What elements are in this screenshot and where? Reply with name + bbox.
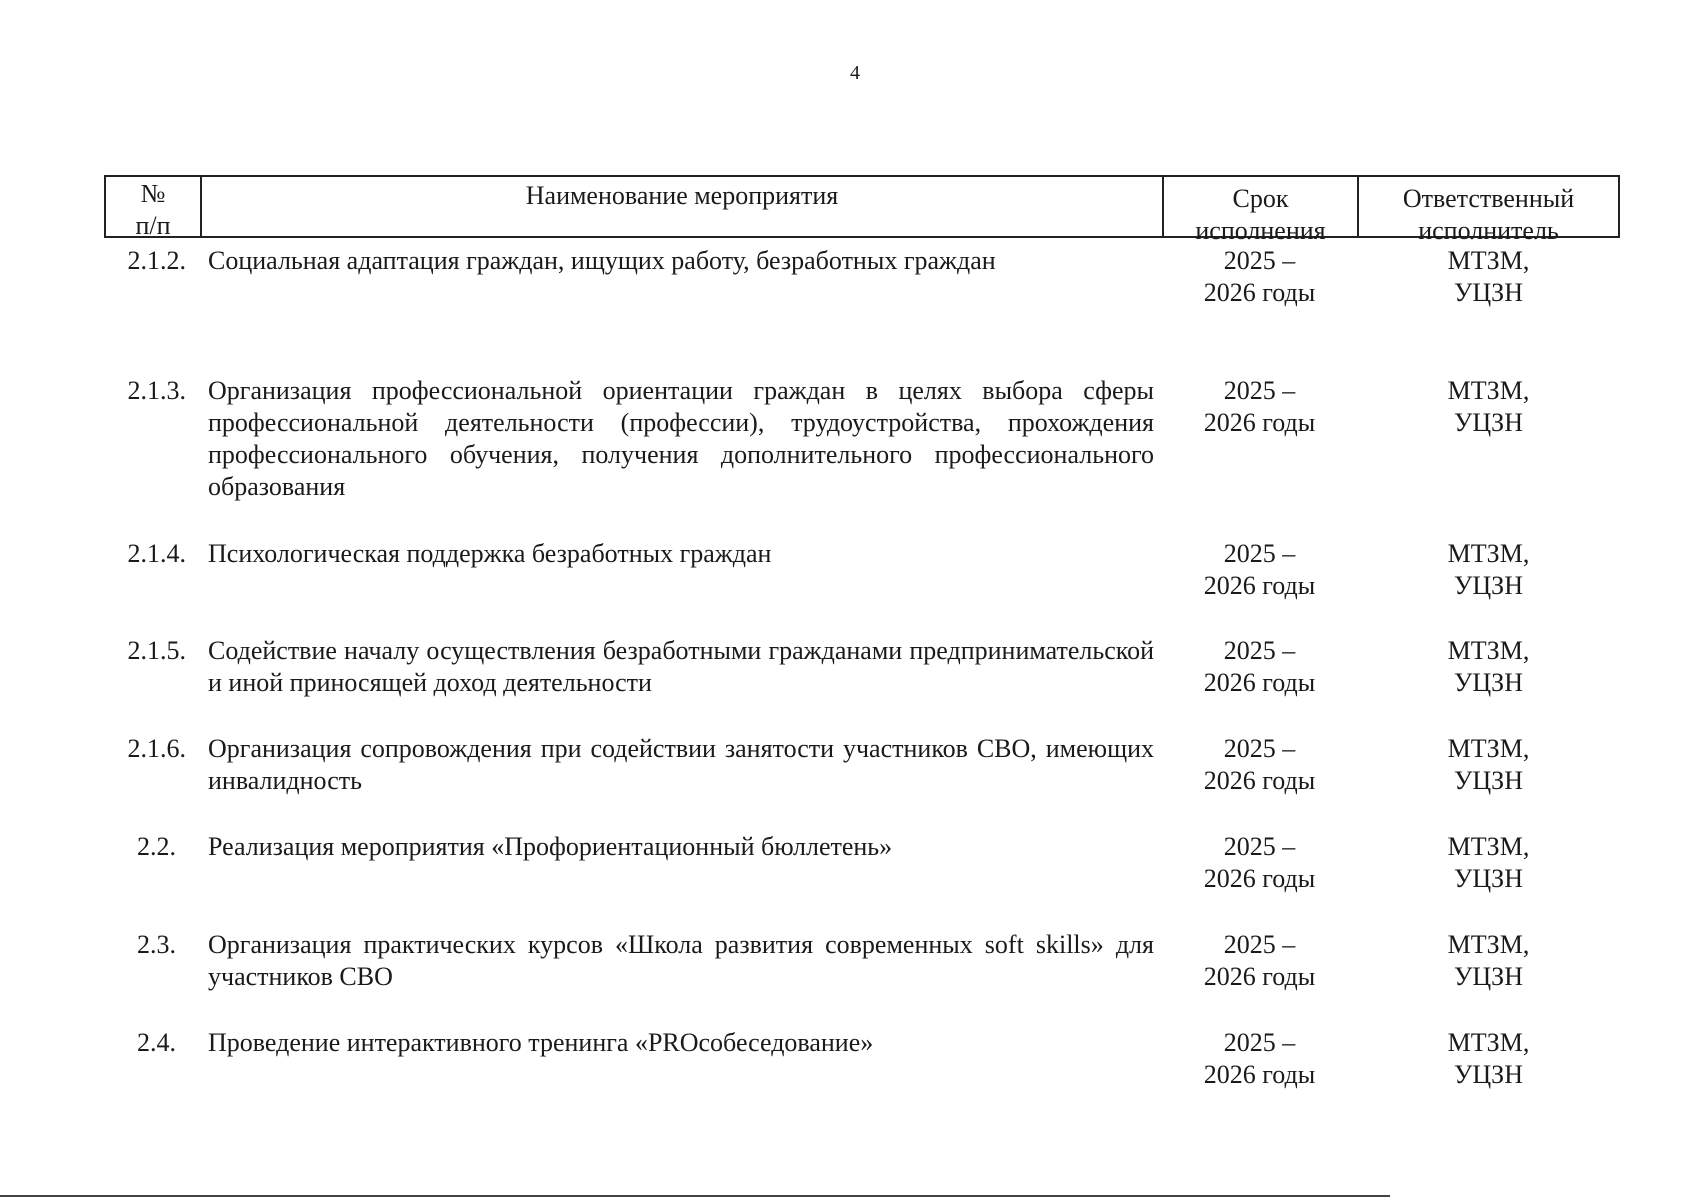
header-term: [1164, 177, 1359, 245]
row-number: 2.1.3.: [127, 376, 186, 405]
row-term: [1162, 929, 1357, 993]
row-term: [1162, 375, 1357, 503]
page-number: 4: [850, 62, 860, 84]
row-term: [1162, 733, 1357, 797]
row-term-line-1: 2025 –: [1223, 734, 1296, 763]
row-name: Содействие началу осуществления безработными гражданами предпринимательской и иной приносящей доход деятельности: [208, 636, 1154, 697]
row-term: [1162, 831, 1357, 895]
row-responsible: [1357, 245, 1620, 309]
row-responsible-line-2: УЦЗН: [1454, 962, 1523, 991]
row-term-line-1: 2025 –: [1223, 376, 1296, 405]
row-responsible-line-1: МТЗМ,: [1447, 539, 1530, 568]
header-num-line-1: №: [140, 179, 166, 208]
table-row: [104, 635, 1620, 699]
row-responsible-line-2: УЦЗН: [1454, 571, 1523, 600]
table-row: [104, 1027, 1620, 1091]
row-name: Организация практических курсов «Школа развития современных soft skills» для участников СВО: [208, 930, 1154, 991]
row-term-line-2: 2026 годы: [1203, 864, 1316, 893]
header-term-line-1: Срок: [1232, 184, 1289, 213]
row-responsible: [1357, 375, 1620, 503]
row-responsible-line-2: УЦЗН: [1454, 766, 1523, 795]
table-row: [104, 831, 1620, 895]
row-term-line-2: 2026 годы: [1203, 571, 1316, 600]
row-term-line-1: 2025 –: [1223, 1028, 1296, 1057]
row-responsible-line-1: МТЗМ,: [1447, 1028, 1530, 1057]
header-name: Наименование мероприятия: [202, 177, 1164, 236]
row-term-line-1: 2025 –: [1223, 539, 1296, 568]
header-num: [106, 177, 202, 240]
row-responsible: [1357, 1027, 1620, 1091]
table-row: [104, 538, 1620, 602]
row-responsible-line-2: УЦЗН: [1454, 864, 1523, 893]
row-name: Психологическая поддержка безработных граждан: [208, 539, 772, 568]
row-term-line-2: 2026 годы: [1203, 408, 1316, 437]
header-responsible-line-2: исполнитель: [1418, 216, 1559, 245]
row-number: 2.4.: [137, 1028, 176, 1057]
row-responsible: [1357, 733, 1620, 797]
row-responsible: [1357, 538, 1620, 602]
row-term-line-1: 2025 –: [1223, 246, 1296, 275]
row-responsible-line-1: МТЗМ,: [1447, 930, 1530, 959]
table-row: [104, 929, 1620, 993]
table-row: [104, 245, 1620, 309]
row-name: Организация сопровождения при содействии занятости участников СВО, имеющих инвалидность: [208, 734, 1154, 795]
row-number: 2.3.: [137, 930, 176, 959]
row-responsible-line-2: УЦЗН: [1454, 408, 1523, 437]
row-term-line-2: 2026 годы: [1203, 1060, 1316, 1089]
row-term: [1162, 245, 1357, 309]
table-row: [104, 375, 1620, 503]
row-term: [1162, 1027, 1357, 1091]
row-term-line-2: 2026 годы: [1203, 766, 1316, 795]
row-responsible: [1357, 635, 1620, 699]
table-row: [104, 733, 1620, 797]
row-responsible-line-1: МТЗМ,: [1447, 832, 1530, 861]
row-number: 2.1.4.: [127, 539, 186, 568]
row-number: 2.1.6.: [127, 734, 186, 763]
row-term: [1162, 635, 1357, 699]
row-number: 2.2.: [137, 832, 176, 861]
header-responsible-line-1: Ответственный: [1402, 184, 1575, 213]
row-name: Проведение интерактивного тренинга «PROсобеседование»: [208, 1028, 874, 1057]
row-number: 2.1.2.: [127, 246, 186, 275]
row-term-line-2: 2026 годы: [1203, 668, 1316, 697]
row-responsible-line-2: УЦЗН: [1454, 668, 1523, 697]
header-num-line-2: п/п: [135, 211, 171, 240]
row-responsible-line-1: МТЗМ,: [1447, 734, 1530, 763]
row-responsible-line-1: МТЗМ,: [1447, 246, 1530, 275]
row-number: 2.1.5.: [127, 636, 186, 665]
row-term-line-1: 2025 –: [1223, 930, 1296, 959]
row-term-line-2: 2026 годы: [1203, 962, 1316, 991]
row-responsible: [1357, 831, 1620, 895]
row-term: [1162, 538, 1357, 602]
row-responsible-line-1: МТЗМ,: [1447, 636, 1530, 665]
row-responsible-line-2: УЦЗН: [1454, 278, 1523, 307]
row-responsible-line-2: УЦЗН: [1454, 1060, 1523, 1089]
header-term-line-2: исполнения: [1195, 216, 1326, 245]
row-name: Организация профессиональной ориентации граждан в целях выбора сферы профессиональной деятельности (профессии), трудоустройства, прохождения профессионального обучения, получения дополнительного профессионального образования: [208, 376, 1154, 501]
row-responsible-line-1: МТЗМ,: [1447, 376, 1530, 405]
row-name: Социальная адаптация граждан, ищущих работу, безработных граждан: [208, 246, 996, 275]
row-term-line-1: 2025 –: [1223, 636, 1296, 665]
row-name: Реализация мероприятия «Профориентационный бюллетень»: [208, 832, 893, 861]
header-responsible: [1359, 177, 1618, 245]
row-term-line-2: 2026 годы: [1203, 278, 1316, 307]
bottom-rule: [0, 1195, 1390, 1197]
table-header: [104, 175, 1620, 245]
row-term-line-1: 2025 –: [1223, 832, 1296, 861]
row-responsible: [1357, 929, 1620, 993]
